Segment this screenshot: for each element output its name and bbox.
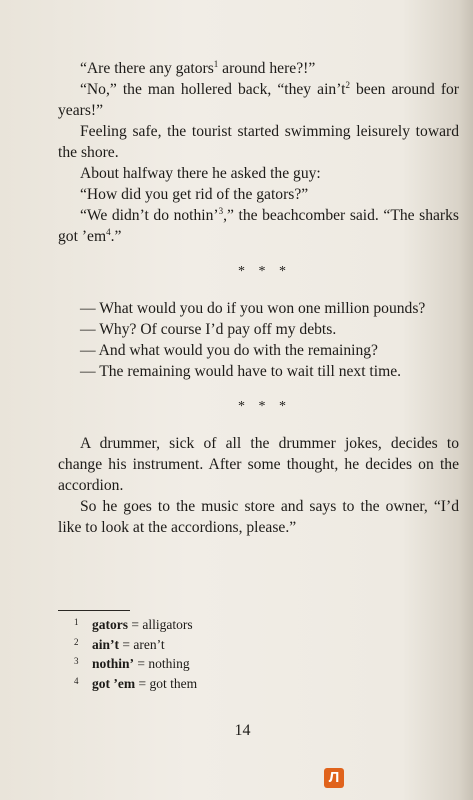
joke1-paragraph-1: “Are there any gators$^1$ around here?!”	[80, 58, 316, 77]
footnote-4: 4 got ’em = got them	[74, 675, 198, 691]
footnote-2: 2 ain’t = aren’t	[74, 636, 165, 652]
footnote-ref-2: 2	[345, 79, 350, 90]
publisher-logo-icon: Л	[324, 768, 344, 788]
joke2-line-3: — And what would you do with the remaining?	[80, 342, 378, 359]
footnote-1: 1 gators = alligators	[74, 617, 193, 632]
page-number: 14	[234, 722, 251, 739]
section-separator-2: * * *	[238, 399, 291, 414]
footnotes	[74, 614, 374, 692]
section-separator-1: * * *	[238, 264, 291, 279]
footnote-ref-1: 1	[213, 58, 219, 69]
footnote-ref-3: 3	[218, 205, 224, 216]
page-body	[58, 58, 459, 538]
joke3-paragraph-2: So he goes to the music store and says to the owner, “I’d like to look at the accordions, please.”	[58, 498, 459, 536]
footnote-3: 3 nothin’ = nothing	[74, 656, 190, 671]
footnote-rule	[58, 610, 130, 611]
joke1-paragraph-5: “How did you get rid of the gators?”	[80, 186, 309, 203]
joke1-paragraph-4: About halfway there he asked the guy:	[80, 165, 321, 182]
footnote-ref-4: 4	[106, 226, 111, 237]
joke2-line-2: — Why? Of course I’d pay off my debts.	[80, 321, 337, 338]
joke1-paragraph-3: Feeling safe, the tourist started swimming leisurely toward the shore.	[58, 123, 459, 161]
joke2-line-4: — The remaining would have to wait till next time.	[80, 363, 402, 380]
joke3-paragraph-1: A drummer, sick of all the drummer jokes, decides to change his instrument. After some thought, he decides on the accordion.	[58, 435, 459, 494]
joke1-paragraph-6: “We didn’t do nothin’$^3$,” the beachcomber said. “The sharks got $’em^4$.”	[58, 205, 459, 245]
joke2-line-1: — What would you do if you won one million pounds?	[80, 300, 426, 317]
joke1-paragraph-2: “No,” the man hollered back, “they $ain’t^2$ been around for years!”	[58, 79, 460, 119]
